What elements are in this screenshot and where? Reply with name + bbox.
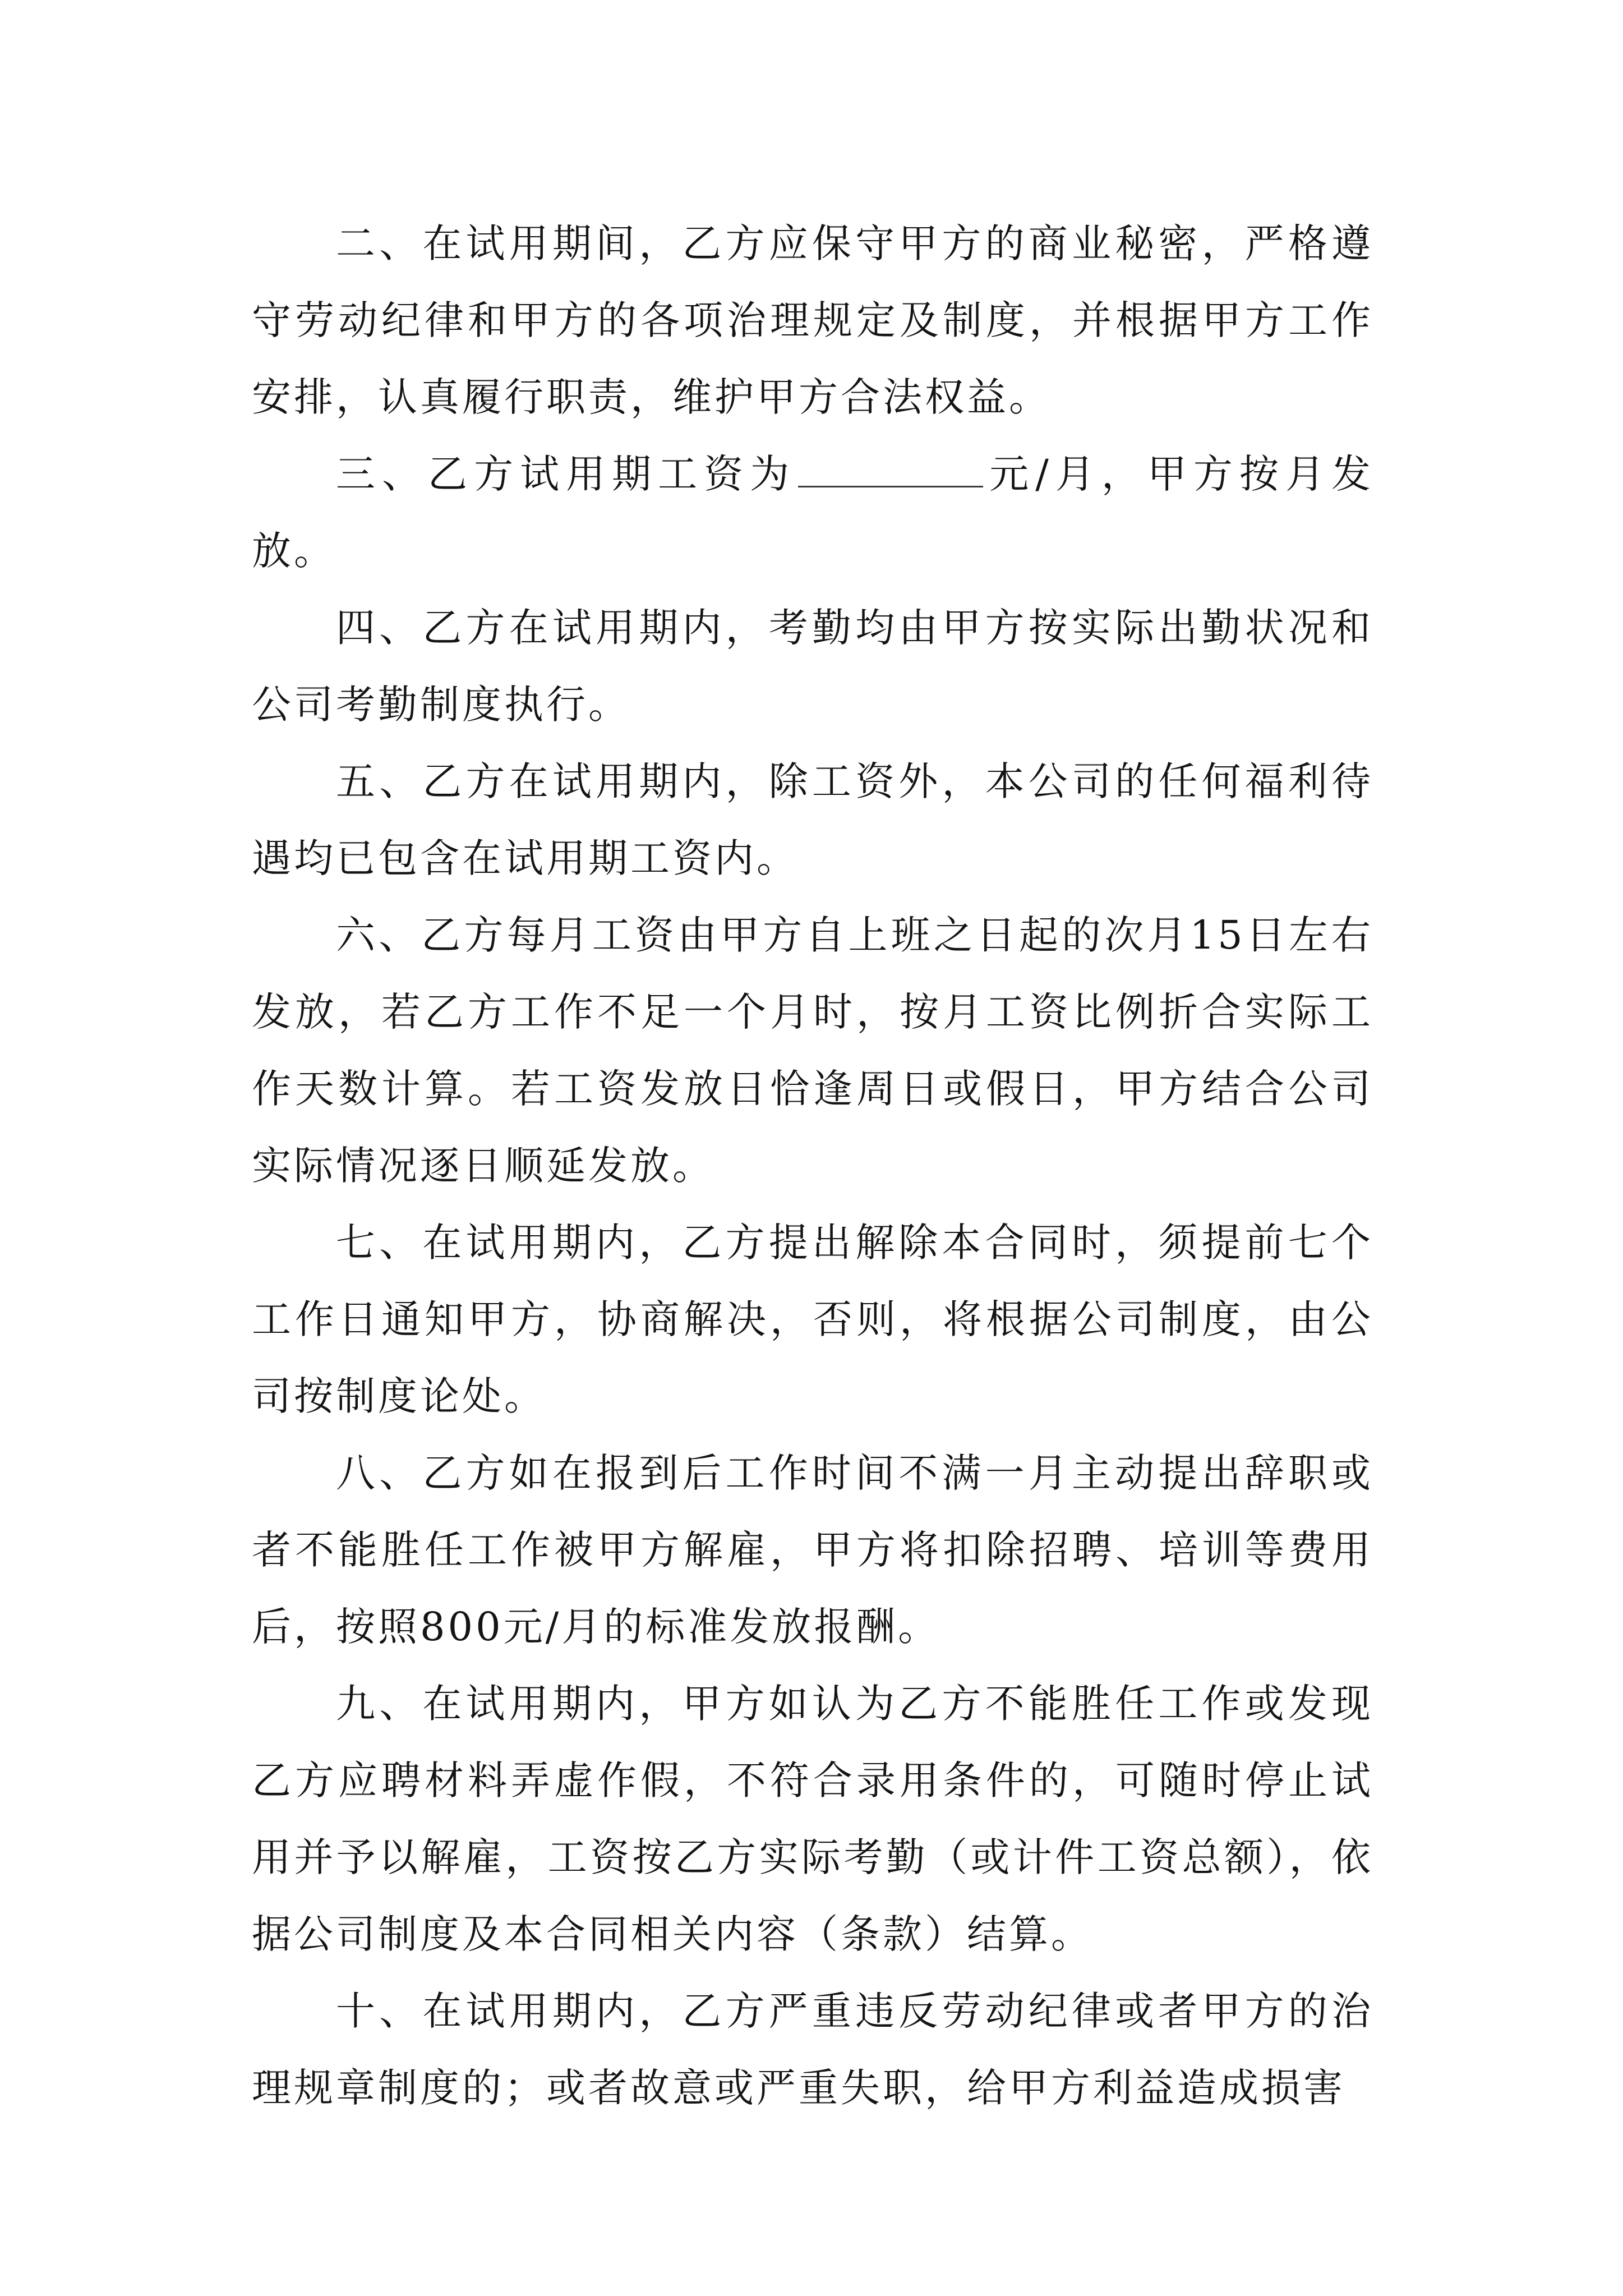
clause-2: 二、在试用期间，乙方应保守甲方的商业秘密，严格遵守劳动纪律和甲方的各项治理规定及制度，并根据甲方工作安排，认真履行职责，维护甲方合法权益。 [252,220,1373,420]
clause-4: 四、乙方在试用期内，考勤均由甲方按实际出勤状况和公司考勤制度执行。 [252,605,1373,728]
clause-7: 七、在试用期内，乙方提出解除本合同时，须提前七个工作日通知甲方，协商解决，否则，将根据公司制度，由公司按制度论处。 [252,1220,1373,1419]
salary-blank-line [798,453,983,488]
clause-5: 五、乙方在试用期内，除工资外，本公司的任何福利待遇均已包含在试用期工资内。 [252,758,1373,881]
clause-3-suffix: 元/月，甲方按月发放。 [252,451,1373,574]
document-body [252,205,1373,2127]
clause-10: 十、在试用期内，乙方严重违反劳动纪律或者甲方的治理规章制度的；或者故意或严重失职，给甲方利益造成损害 [252,1988,1373,2111]
clause-9: 九、在试用期内，甲方如认为乙方不能胜任工作或发现乙方应聘材料弄虚作假，不符合录用条件的，可随时停止试用并予以解雇，工资按乙方实际考勤（或计件工资总额），依据公司制度及本合同相关内容（条款）结算。 [252,1681,1373,1957]
clause-6: 六、乙方每月工资由甲方自上班之日起的次月15日左右发放，若乙方工作不足一个月时，按月工资比例折合实际工作天数计算。若工资发放日恰逢周日或假日，甲方结合公司实际情况逐日顺延发放。 [252,912,1373,1189]
clause-3-prefix: 三、乙方试用期工资为 [336,451,796,497]
clause-3 [252,436,1373,590]
clause-8: 八、乙方如在报到后工作时间不满一月主动提出辞职或者不能胜任工作被甲方解雇，甲方将扣除招聘、培训等费用后，按照800元/月的标准发放报酬。 [252,1450,1373,1650]
